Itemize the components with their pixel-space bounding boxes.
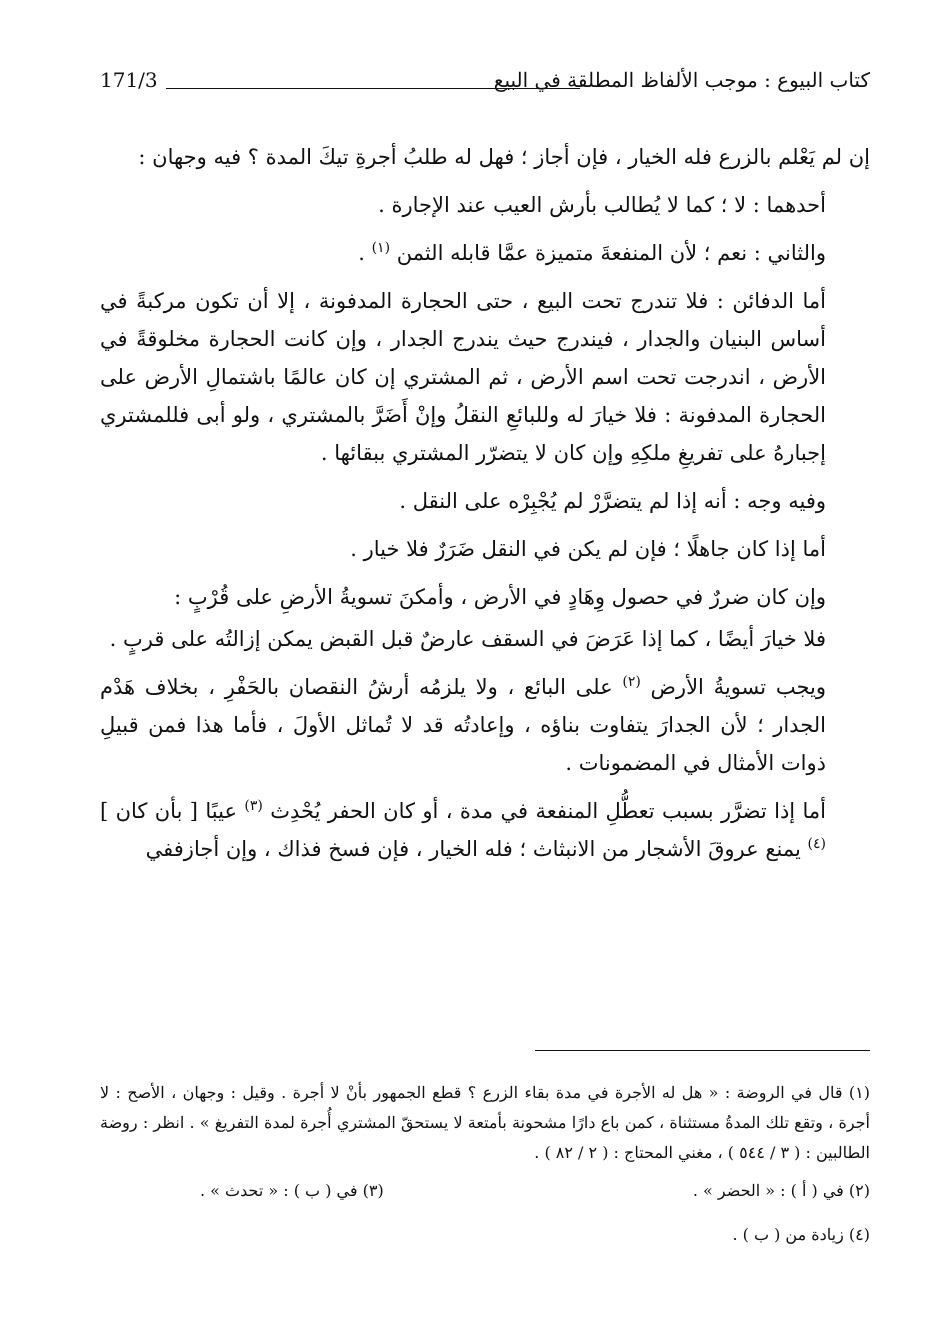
paragraph: وإن كان ضررٌ في حصول وِهَادٍ في الأرض ، وأمكنَ تسويةُ الأرضِ على قُرْبٍ : (174, 585, 826, 609)
footnote-ref[interactable]: (١) (371, 240, 391, 256)
footnote-row (100, 1176, 870, 1206)
footnote-1: (١) قال في الروضة : « هل له الأجرة في مدة بقاء الزرع ؟ قطع الجمهور بأنْ لا أجرة . وقيل : وجهان ، الأصح : لا أجرة ، وتقع تلك المدةُ مستثناة ، كمن باع دارًا مشحونة بأمتعة لا يستحقّ المشتري أُجرة لمدة التفريغ » . انظر : روضة الطالبين : ( ٣ / ٥٤٤ ) ، مغني المحتاج : ( ٢ / ٨٢ ) . (100, 1083, 870, 1162)
footnotes (100, 1078, 870, 1258)
footnote-ref[interactable]: (٤) (807, 836, 826, 852)
paragraph: فلا خيارَ أيضًا ، كما إذا عَرَضَ في السقف عارضٌ قبل القبض يمكن إزالتُه على قربٍ . (109, 627, 826, 651)
main-text (100, 138, 870, 878)
header-rule (166, 88, 580, 89)
page-number: 171/3 (100, 68, 158, 92)
paragraph: أما إذا تضرَّر بسبب تعطُّلِ المنفعة في مدة ، أو كان الحفر يُحْدِث $^{(٣)}$ عيبًا [ بأن كان ] $^{(٤)}$ يمنع عروقَ الأشجار من الانبثاث ؛ فله الخيار ، فإن فسخ فذاك ، وإن أجازففي (100, 798, 826, 861)
paragraph: وفيه وجه : أنه إذا لم يتضرَّرْ لم يُجْبِرْه على النقل . (399, 489, 826, 513)
paragraph: أما الدفائن : فلا تندرج تحت البيع ، حتى الحجارة المدفونة ، إلا أن تكون مركبةً في أساس البنيان والجدار ، فيندرج حيث يندرج الجدار ، وإن كانت الحجارة مخلوقةً في الأرض ، اندرجت تحت اسم الأرض ، ثم المشتري إن كان عالمًا باشتمالِ الأرض على الحجارة المدفونة : فلا خيارَ له وللبائعِ النقلُ وإنْ أَضَرَّ بالمشتري ، ولو أبى فللمشتري إجبارهُ على تفريغِ ملكِهِ وإن كان لا يتضرّر المشتري ببقائها . (100, 289, 826, 465)
paragraph: أما إذا كان جاهلًا ؛ فإن لم يكن في النقل ضَرَرٌ فلا خيار . (350, 537, 826, 561)
footnote-2: (٢) في ( أ ) : « الحضر » . (692, 1181, 870, 1200)
footnote-ref[interactable]: (٢) (622, 674, 641, 690)
footnote-ref[interactable]: (٣) (244, 798, 263, 814)
paragraph: أحدهما : لا ؛ كما لا يُطالب بأرش العيب عند الإجارة . (378, 193, 826, 217)
paragraph: والثاني : نعم ؛ لأن المنفعةَ متميزة عمَّا قابله الثمن $^{(١)}$ . (358, 240, 826, 265)
footnote-4: (٤) زيادة من ( ب ) . (732, 1225, 870, 1244)
paragraph: إن لم يَعْلم بالزرع فله الخيار ، فإن أجاز ؛ فهل له طلبُ أجرةِ تيكَ المدة ؟ فيه وجهان : (138, 145, 870, 169)
header-title: كتاب البيوع : موجب الألفاظ المطلقة في البيع (493, 68, 870, 92)
running-header (100, 62, 870, 102)
footnote-3: (٣) في ( ب ) : « تحدث » . (200, 1181, 384, 1200)
paragraph: ويجب تسويةُ الأرض $^{(٢)}$ على البائع ، ولا يلزمُه أرشُ النقصان بالحَفْرِ ، بخلاف هَدْم الجدار ؛ لأن الجدارَ يتفاوت بناؤه ، وإعادتُه قد لا تُماثل الأولَ ، فأما هذا فمن قبيلِ ذوات الأمثال في المضمونات . (100, 674, 826, 775)
footnote-separator (535, 1050, 870, 1051)
